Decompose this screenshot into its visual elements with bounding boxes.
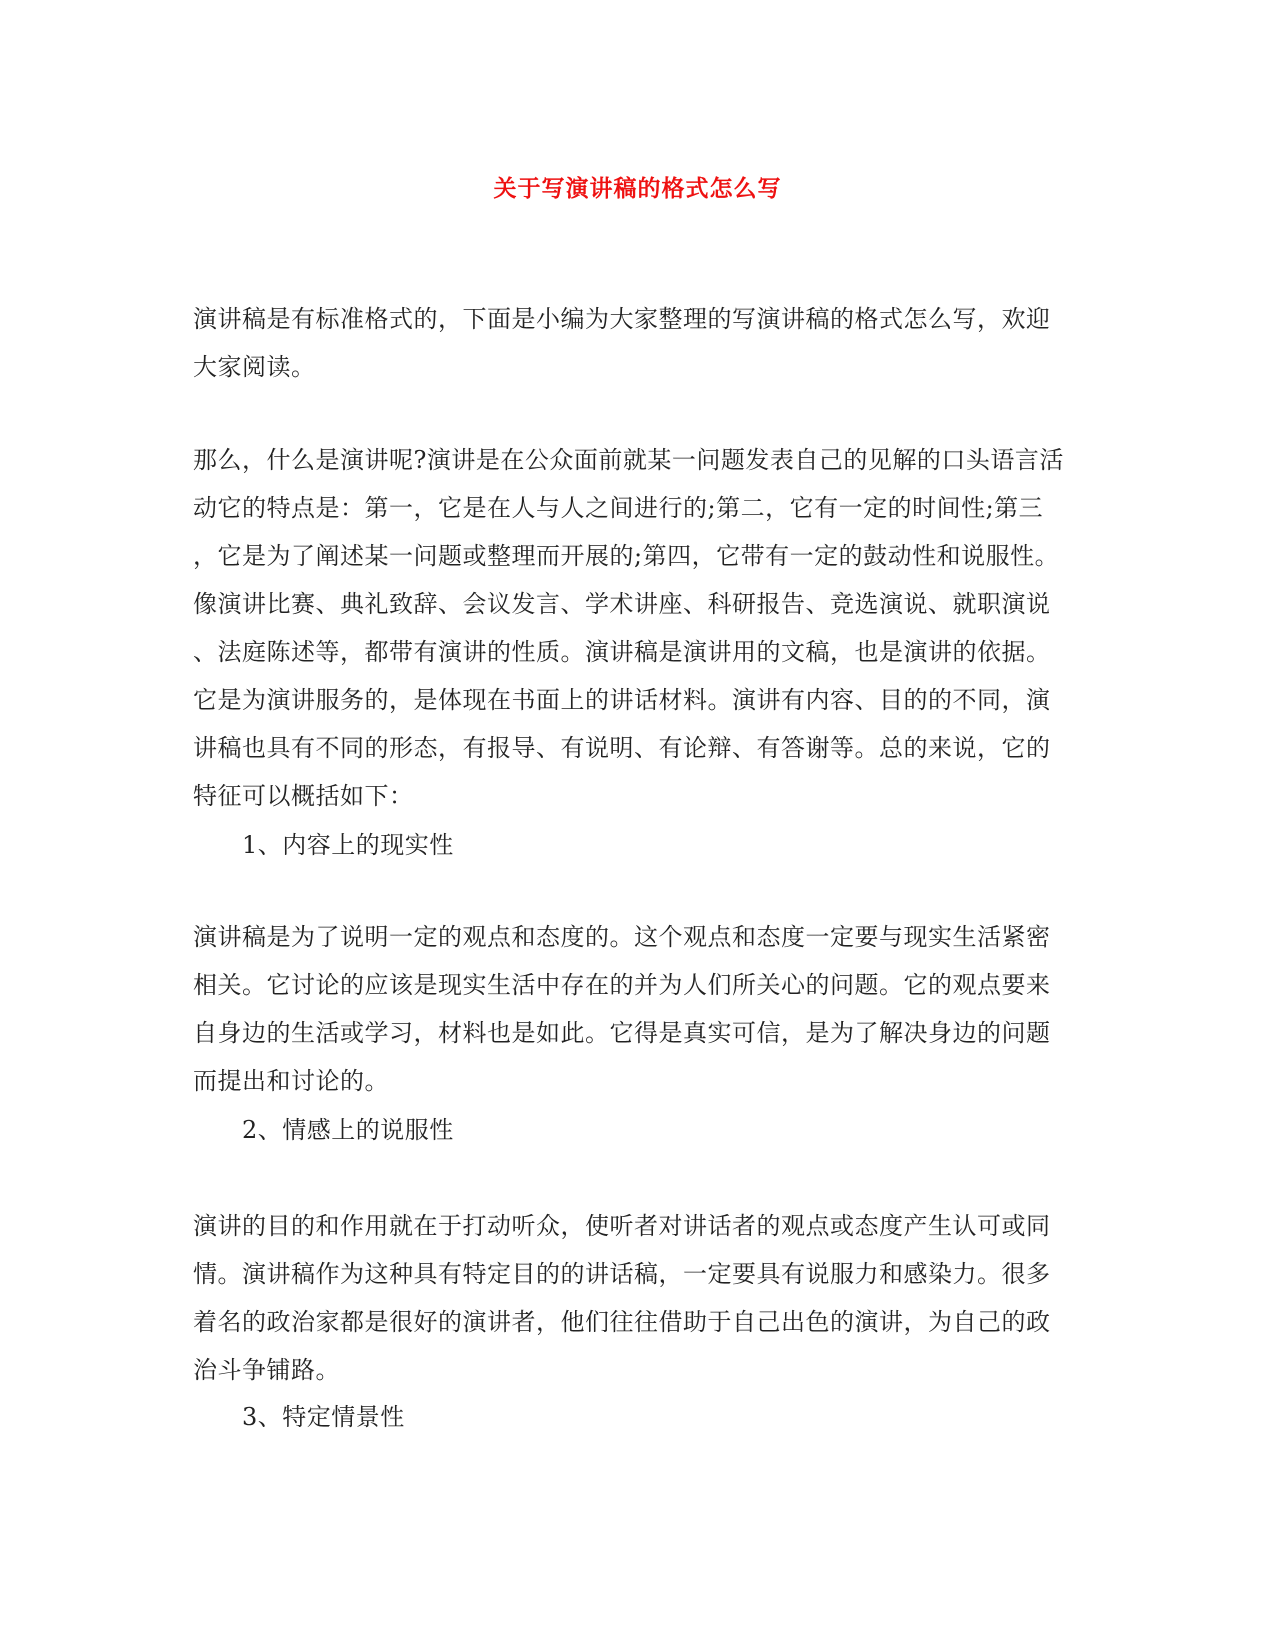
paragraph-line: 、法庭陈述等，都带有演讲的性质。演讲稿是演讲用的文稿，也是演讲的依据。	[193, 638, 1051, 666]
paragraph-line: ，它是为了阐述某一问题或整理而开展的;第四，它带有一定的鼓动性和说服性。	[193, 542, 1060, 570]
section2-paragraph	[193, 1202, 1083, 1394]
paragraph-line: 那么，什么是演讲呢?演讲是在公众面前就某一问题发表自己的见解的口头语言活	[193, 446, 1064, 474]
paragraph-line: 自身边的生活或学习，材料也是如此。它得是真实可信，是为了解决身边的问题	[193, 1019, 1051, 1047]
paragraph-line: 特征可以概括如下：	[193, 782, 414, 810]
section-heading-3: 3、特定情景性	[242, 1403, 405, 1431]
paragraph-line: 演讲稿是有标准格式的，下面是小编为大家整理的写演讲稿的格式怎么写，欢迎	[193, 305, 1051, 333]
document-title: 关于写演讲稿的格式怎么写	[493, 175, 782, 202]
paragraph-line: 它是为演讲服务的，是体现在书面上的讲话材料。演讲有内容、目的的不同，演	[193, 686, 1051, 714]
paragraph-line: 治斗争铺路。	[193, 1356, 340, 1384]
paragraph-line: 演讲稿是为了说明一定的观点和态度的。这个观点和态度一定要与现实生活紧密	[193, 923, 1051, 951]
paragraph-line: 大家阅读。	[193, 353, 316, 381]
section-heading-2: 2、情感上的说服性	[242, 1116, 454, 1144]
paragraph-line: 情。演讲稿作为这种具有特定目的的讲话稿，一定要具有说服力和感染力。很多	[193, 1260, 1051, 1288]
paragraph-line: 像演讲比赛、典礼致辞、会议发言、学术讲座、科研报告、竞选演说、就职演说	[193, 590, 1051, 618]
paragraph-line: 而提出和讨论的。	[193, 1067, 389, 1095]
paragraph-line: 相关。它讨论的应该是现实生活中存在的并为人们所关心的问题。它的观点要来	[193, 971, 1051, 999]
definition-paragraph	[193, 436, 1083, 820]
paragraph-line: 讲稿也具有不同的形态，有报导、有说明、有论辩、有答谢等。总的来说，它的	[193, 734, 1051, 762]
intro-paragraph	[193, 295, 1083, 391]
section-heading-1: 1、内容上的现实性	[242, 831, 454, 859]
section1-paragraph	[193, 913, 1083, 1105]
paragraph-line: 动它的特点是：第一，它是在人与人之间进行的;第二，它有一定的时间性;第三	[193, 494, 1044, 522]
paragraph-line: 演讲的目的和作用就在于打动听众，使听者对讲话者的观点或态度产生认可或同	[193, 1212, 1051, 1240]
paragraph-line: 着名的政治家都是很好的演讲者，他们往往借助于自己出色的演讲，为自己的政	[193, 1308, 1051, 1336]
